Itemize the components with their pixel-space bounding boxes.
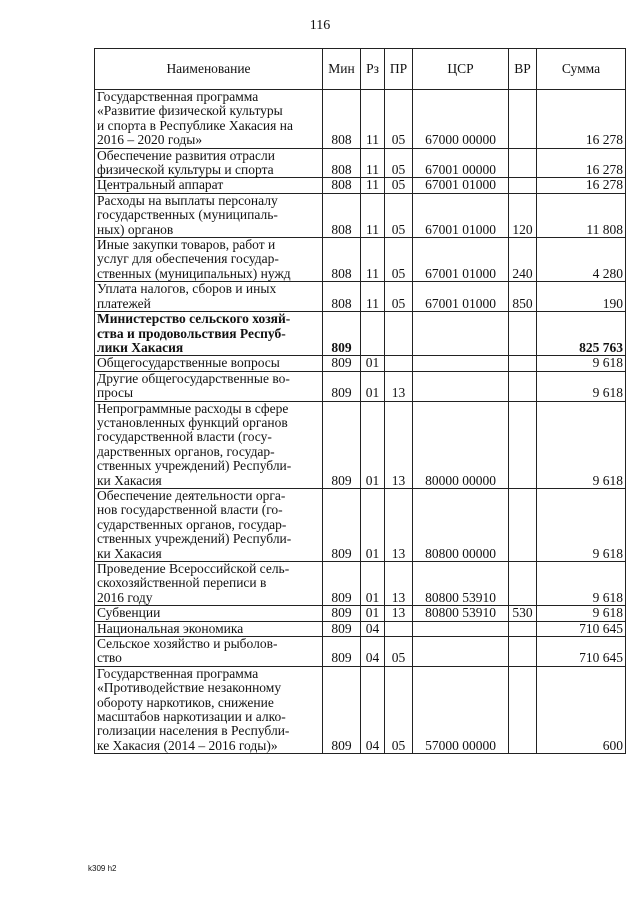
- page-number: 116: [309, 18, 331, 33]
- row-name-line: обороту наркотиков, снижение: [97, 694, 274, 710]
- row-sum: 16 278: [537, 148, 626, 178]
- table-row: [95, 371, 626, 401]
- row-rz: 01: [361, 371, 385, 401]
- row-pr: [385, 621, 413, 636]
- header-name: Наименование: [95, 49, 323, 90]
- row-csr: 80800 00000: [413, 488, 509, 561]
- row-pr: 05: [385, 193, 413, 237]
- row-name-line: Обеспечение деятельности орга-: [97, 487, 286, 503]
- row-name-line: Центральный аппарат: [97, 177, 224, 193]
- row-name-line: ных) органов: [97, 221, 174, 237]
- row-min: 809: [323, 312, 361, 356]
- header-csr: ЦСР: [413, 49, 509, 90]
- row-sum: 600: [537, 666, 626, 753]
- header-min: Мин: [323, 49, 361, 90]
- row-csr: [413, 637, 509, 667]
- row-pr: 05: [385, 178, 413, 193]
- row-name-line: Непрограммные расходы в сфере: [97, 400, 289, 416]
- table-row: [95, 193, 626, 237]
- row-name-line: Расходы на выплаты персоналу: [97, 192, 278, 208]
- row-name-line: масштабов наркотизации и алко-: [97, 709, 286, 725]
- row-rz: 01: [361, 562, 385, 606]
- row-csr: 67001 01000: [413, 178, 509, 193]
- row-pr: 05: [385, 148, 413, 178]
- table-row: [95, 621, 626, 636]
- table-row: [95, 562, 626, 606]
- row-name-line: установленных функций органов: [97, 414, 288, 430]
- row-min: 809: [323, 371, 361, 401]
- row-pr: 13: [385, 562, 413, 606]
- row-name: [95, 488, 323, 561]
- row-vr: [509, 90, 537, 149]
- row-sum: 9 618: [537, 606, 626, 621]
- row-name-line: ке Хакасия (2014 – 2016 годы)»: [97, 737, 278, 753]
- row-vr: 850: [509, 282, 537, 312]
- row-name: [95, 148, 323, 178]
- row-name-line: Государственная программа: [97, 665, 259, 681]
- row-vr: 120: [509, 193, 537, 237]
- row-name-line: «Развитие физической культуры: [97, 103, 283, 119]
- row-min: 809: [323, 606, 361, 621]
- row-name-line: ки Хакасия: [97, 472, 162, 488]
- row-pr: 13: [385, 371, 413, 401]
- budget-table: [94, 48, 626, 754]
- row-sum: 9 618: [537, 356, 626, 371]
- row-name-line: 2016 – 2020 годы»: [97, 132, 203, 148]
- row-min: 809: [323, 621, 361, 636]
- row-sum: 825 763: [537, 312, 626, 356]
- row-vr: [509, 637, 537, 667]
- header-sum: Сумма: [537, 49, 626, 90]
- row-csr: 67001 01000: [413, 193, 509, 237]
- row-min: 808: [323, 90, 361, 149]
- row-name-line: Субвенции: [97, 605, 161, 621]
- header-rz: Рз: [361, 49, 385, 90]
- row-pr: 05: [385, 238, 413, 282]
- row-sum: 16 278: [537, 90, 626, 149]
- row-name: [95, 562, 323, 606]
- row-name-line: Министерство сельского хозяй-: [97, 311, 291, 327]
- row-name-line: Проведение Всероссийской сель-: [97, 561, 290, 576]
- row-rz: 11: [361, 282, 385, 312]
- row-pr: 05: [385, 90, 413, 149]
- row-min: 809: [323, 488, 361, 561]
- row-sum: 9 618: [537, 488, 626, 561]
- row-name-line: ственных учреждений) Республи-: [97, 531, 292, 547]
- table-row: [95, 148, 626, 178]
- row-name-line: дарственных органов, государ-: [97, 443, 275, 459]
- table-row: [95, 401, 626, 488]
- table-row: [95, 282, 626, 312]
- row-min: 809: [323, 356, 361, 371]
- row-name-line: ственных (муниципальных) нужд: [97, 265, 291, 281]
- row-min: 808: [323, 238, 361, 282]
- row-name-line: Другие общегосударственные во-: [97, 370, 290, 386]
- row-vr: 530: [509, 606, 537, 621]
- row-name-line: ства и продовольствия Респуб-: [97, 325, 286, 341]
- row-sum: 11 808: [537, 193, 626, 237]
- row-vr: [509, 562, 537, 606]
- row-name-line: лики Хакасия: [97, 339, 184, 355]
- row-name-line: ство: [97, 650, 122, 666]
- row-rz: 04: [361, 621, 385, 636]
- row-pr: [385, 312, 413, 356]
- row-csr: [413, 312, 509, 356]
- row-name: [95, 282, 323, 312]
- row-min: 808: [323, 282, 361, 312]
- row-name: [95, 312, 323, 356]
- table-body: [95, 90, 626, 754]
- row-name-line: Общегосударственные вопросы: [97, 355, 280, 371]
- table-row: [95, 356, 626, 371]
- row-pr: 13: [385, 488, 413, 561]
- row-name-line: Обеспечение развития отрасли: [97, 147, 275, 163]
- header-vr: ВР: [509, 49, 537, 90]
- row-name-line: платежей: [97, 295, 151, 311]
- row-vr: [509, 178, 537, 193]
- header-row: [95, 49, 626, 90]
- row-name-line: ки Хакасия: [97, 545, 162, 561]
- row-sum: 710 645: [537, 621, 626, 636]
- row-sum: 9 618: [537, 371, 626, 401]
- row-min: 808: [323, 178, 361, 193]
- row-name: [95, 178, 323, 193]
- row-csr: 67000 00000: [413, 90, 509, 149]
- row-name: [95, 90, 323, 149]
- header-pr: ПР: [385, 49, 413, 90]
- row-vr: [509, 666, 537, 753]
- row-csr: [413, 356, 509, 371]
- row-rz: 11: [361, 178, 385, 193]
- row-name: [95, 606, 323, 621]
- row-name-line: физической культуры и спорта: [97, 162, 274, 178]
- row-name: [95, 356, 323, 371]
- row-name-line: государственной власти (госу-: [97, 429, 272, 445]
- row-min: 809: [323, 637, 361, 667]
- row-pr: 13: [385, 606, 413, 621]
- table-row: [95, 666, 626, 753]
- table-row: [95, 238, 626, 282]
- row-rz: 01: [361, 356, 385, 371]
- row-vr: [509, 488, 537, 561]
- row-pr: 13: [385, 401, 413, 488]
- row-name-line: Иные закупки товаров, работ и: [97, 237, 276, 253]
- row-csr: 80000 00000: [413, 401, 509, 488]
- row-rz: 01: [361, 488, 385, 561]
- row-sum: 16 278: [537, 178, 626, 193]
- row-rz: 04: [361, 637, 385, 667]
- row-min: 808: [323, 148, 361, 178]
- row-pr: 05: [385, 637, 413, 667]
- row-name-line: «Противодействие незаконному: [97, 680, 282, 696]
- row-name-line: услуг для обеспечения государ-: [97, 251, 279, 267]
- row-rz: [361, 312, 385, 356]
- row-min: 809: [323, 401, 361, 488]
- row-name-line: сударственных органов, государ-: [97, 516, 287, 532]
- footer-code: k309 h2: [88, 864, 117, 873]
- row-rz: 11: [361, 193, 385, 237]
- row-name: [95, 621, 323, 636]
- row-name-line: ственных учреждений) Республи-: [97, 458, 292, 474]
- row-name-line: скохозяйственной переписи в: [97, 575, 267, 591]
- row-name: [95, 666, 323, 753]
- row-rz: 11: [361, 238, 385, 282]
- row-name: [95, 401, 323, 488]
- table-row: [95, 90, 626, 149]
- row-pr: 05: [385, 282, 413, 312]
- row-name-line: Национальная экономика: [97, 620, 244, 636]
- row-csr: 67001 00000: [413, 148, 509, 178]
- row-pr: [385, 356, 413, 371]
- row-name-line: нов государственной власти (го-: [97, 502, 283, 518]
- row-name: [95, 193, 323, 237]
- row-rz: 01: [361, 606, 385, 621]
- table-row: [95, 178, 626, 193]
- row-vr: 240: [509, 238, 537, 282]
- row-csr: 80800 53910: [413, 562, 509, 606]
- row-min: 808: [323, 193, 361, 237]
- row-name-line: просы: [97, 385, 134, 401]
- row-name: [95, 238, 323, 282]
- row-name-line: голизации населения в Республи-: [97, 723, 290, 739]
- row-pr: 05: [385, 666, 413, 753]
- row-name: [95, 371, 323, 401]
- row-vr: [509, 148, 537, 178]
- table-row: [95, 637, 626, 667]
- table-row: [95, 606, 626, 621]
- row-csr: 67001 01000: [413, 238, 509, 282]
- row-rz: 04: [361, 666, 385, 753]
- row-rz: 01: [361, 401, 385, 488]
- row-vr: [509, 371, 537, 401]
- table-row: [95, 488, 626, 561]
- row-rz: 11: [361, 90, 385, 149]
- row-name-line: Сельское хозяйство и рыболов-: [97, 636, 278, 652]
- row-name-line: 2016 году: [97, 589, 153, 605]
- row-name-line: Уплата налогов, сборов и иных: [97, 281, 277, 297]
- row-name-line: Государственная программа: [97, 89, 259, 104]
- row-vr: [509, 312, 537, 356]
- row-vr: [509, 356, 537, 371]
- row-sum: 710 645: [537, 637, 626, 667]
- row-csr: 57000 00000: [413, 666, 509, 753]
- row-vr: [509, 621, 537, 636]
- row-sum: 9 618: [537, 401, 626, 488]
- row-csr: 67001 01000: [413, 282, 509, 312]
- row-rz: 11: [361, 148, 385, 178]
- row-csr: 80800 53910: [413, 606, 509, 621]
- row-csr: [413, 371, 509, 401]
- row-name-line: государственных (муниципаль-: [97, 207, 278, 223]
- row-csr: [413, 621, 509, 636]
- row-sum: 9 618: [537, 562, 626, 606]
- row-min: 809: [323, 562, 361, 606]
- row-vr: [509, 401, 537, 488]
- row-min: 809: [323, 666, 361, 753]
- row-name: [95, 637, 323, 667]
- row-sum: 4 280: [537, 238, 626, 282]
- row-name-line: и спорта в Республике Хакасия на: [97, 117, 293, 133]
- row-sum: 190: [537, 282, 626, 312]
- table-row: [95, 312, 626, 356]
